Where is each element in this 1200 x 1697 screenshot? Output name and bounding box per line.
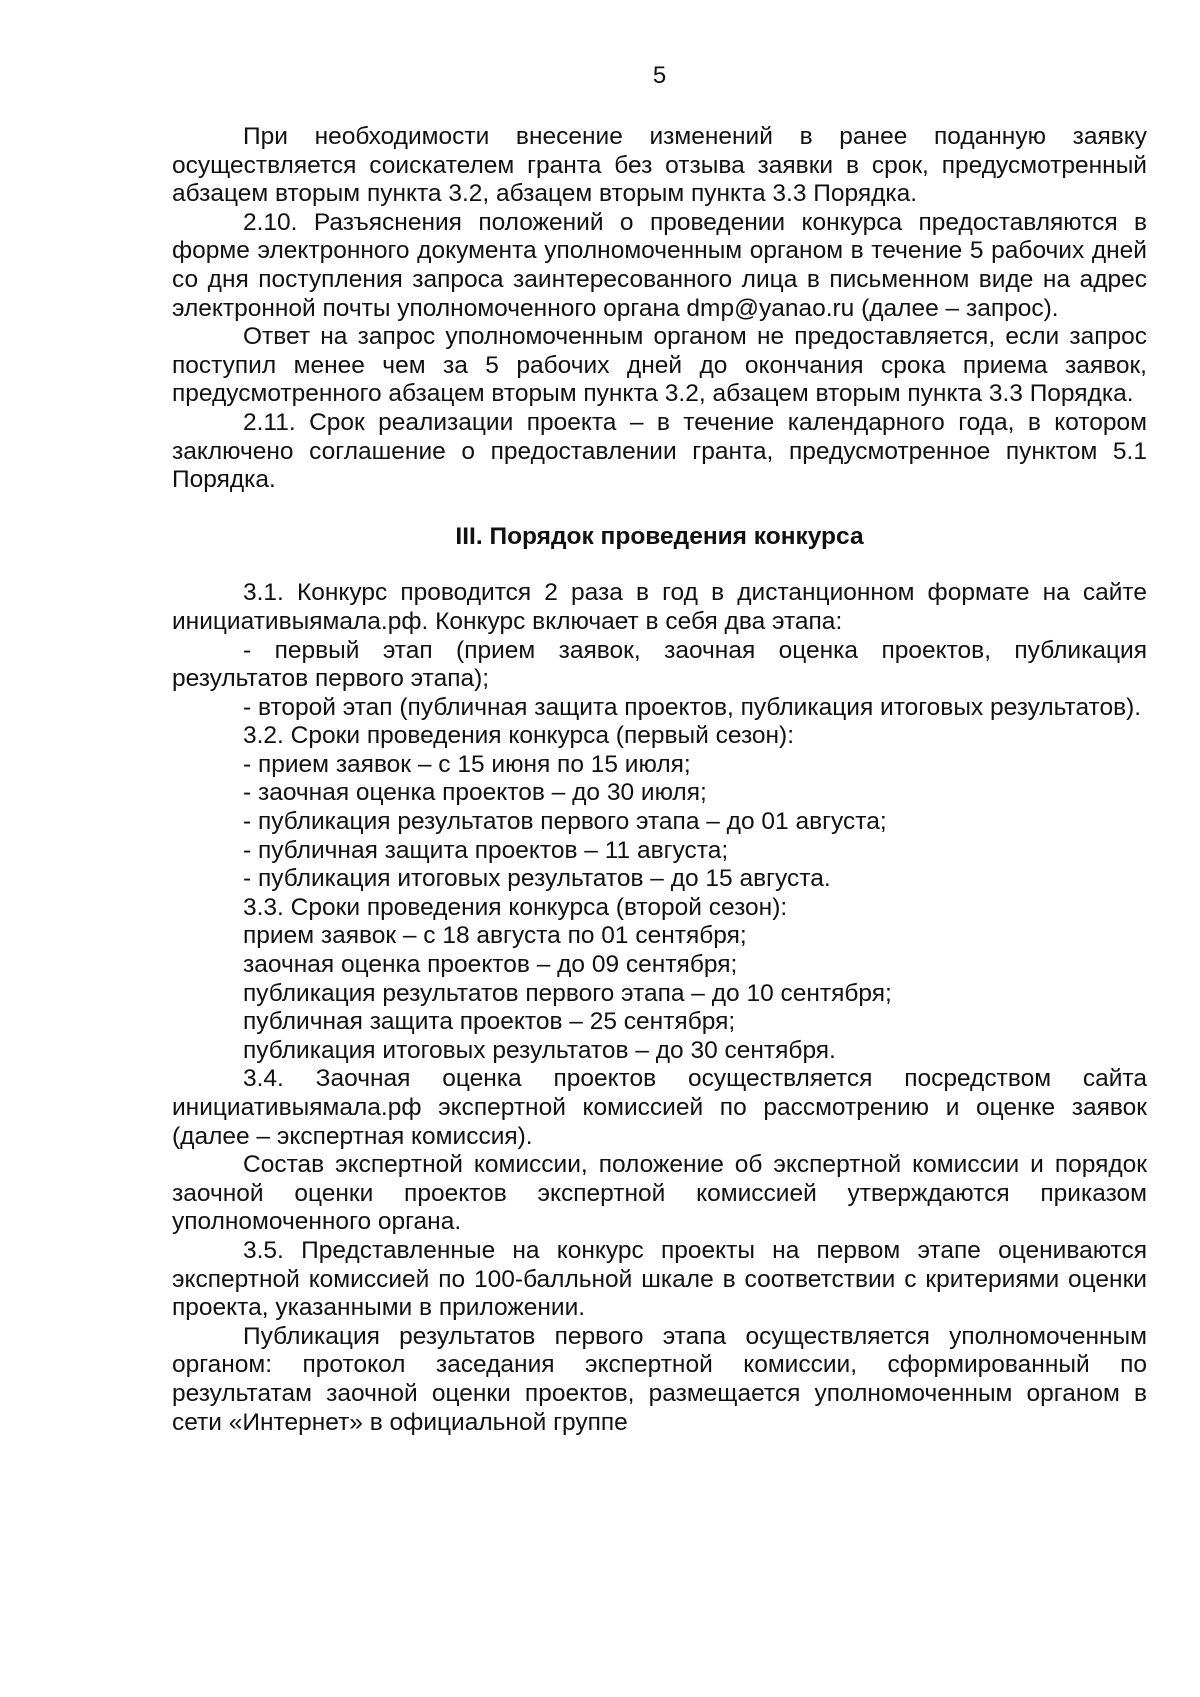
- list-item-stage-1: - первый этап (прием заявок, заочная оценка проектов, публикация результатов первого этапа);: [172, 636, 1147, 693]
- list-item: - публикация результатов первого этапа – до 01 августа;: [243, 808, 887, 836]
- list-item-stage-2: - второй этап (публичная защита проектов, публикация итоговых результатов).: [243, 693, 1142, 721]
- paragraph-amendment: При необходимости внесение изменений в ранее поданную заявку осуществляется соискателем гранта без отзыва заявки в срок, предусмотренный абзацем вторым пункта 3.2, абзацем вторым пункта 3.3 Порядка.: [172, 123, 1147, 208]
- list-item: публикация итоговых результатов – до 30 сентября.: [243, 1036, 836, 1064]
- section-heading: III. Порядок проведения конкурса: [455, 522, 864, 550]
- paragraph-3-1: 3.1. Конкурс проводится 2 раза в год в дистанционном формате на сайте инициативыямала.рф. Конкурс включает в себя два этапа:: [172, 579, 1147, 635]
- document-body: [172, 123, 1147, 1437]
- paragraph-3-4: 3.4. Заочная оценка проектов осуществляется посредством сайта инициативыямала.рф экспертной комиссией по рассмотрению и оценке заявок (далее – экспертная комиссия).: [172, 1065, 1147, 1150]
- list-item: заочная оценка проектов – до 09 сентября;: [243, 951, 738, 979]
- paragraph-2-10: 2.10. Разъяснения положений о проведении конкурса предоставляются в форме электронного документа уполномоченным органом в течение 5 рабочих дней со дня поступления запроса заинтересованного лица в письменном виде на адрес электронной почты уполномоченного органа dmp@yanao.ru (далее – запрос).: [172, 208, 1147, 322]
- paragraph-commission: Состав экспертной комиссии, положение об экспертной комиссии и порядок заочной оценки проектов экспертной комиссией утверждаются приказом уполномоченного органа.: [172, 1151, 1147, 1236]
- list-item: - прием заявок – с 15 июня по 15 июля;: [243, 750, 691, 778]
- list-item: прием заявок – с 18 августа по 01 сентября;: [243, 922, 747, 950]
- paragraph-publication: Публикация результатов первого этапа осуществляется уполномоченным органом: протокол заседания экспертной комиссии, сформированный по результатам заочной оценки проектов, размещается уполномоченным органом в сети «Интернет» в официальной группе: [172, 1322, 1147, 1436]
- paragraph-response: Ответ на запрос уполномоченным органом не предоставляется, если запрос поступил менее чем за 5 рабочих дней до окончания срока приема заявок, предусмотренного абзацем вторым пункта 3.2, абзацем вторым пункта 3.3 Порядка.: [172, 323, 1147, 408]
- paragraph-3-5: 3.5. Представленные на конкурс проекты на первом этапе оцениваются экспертной комиссией по 100-балльной шкале в соответствии с критериями оценки проекта, указанными в приложении.: [172, 1236, 1147, 1322]
- paragraph-2-11: 2.11. Срок реализации проекта – в течение календарного года, в котором заключено соглашение о предоставлении гранта, предусмотренное пунктом 5.1 Порядка.: [172, 408, 1147, 494]
- paragraph-3-2: 3.2. Сроки проведения конкурса (первый сезон):: [243, 722, 795, 750]
- list-item: публичная защита проектов – 25 сентября;: [243, 1008, 736, 1036]
- paragraph-3-3: 3.3. Сроки проведения конкурса (второй сезон):: [243, 893, 788, 921]
- list-item: - заочная оценка проектов – до 30 июля;: [243, 779, 707, 807]
- list-item: публикация результатов первого этапа – до 10 сентября;: [243, 979, 892, 1007]
- page-number: 5: [652, 62, 667, 89]
- list-item: - публичная защита проектов – 11 августа;: [243, 836, 729, 864]
- list-item: - публикация итоговых результатов – до 15 августа.: [243, 865, 831, 893]
